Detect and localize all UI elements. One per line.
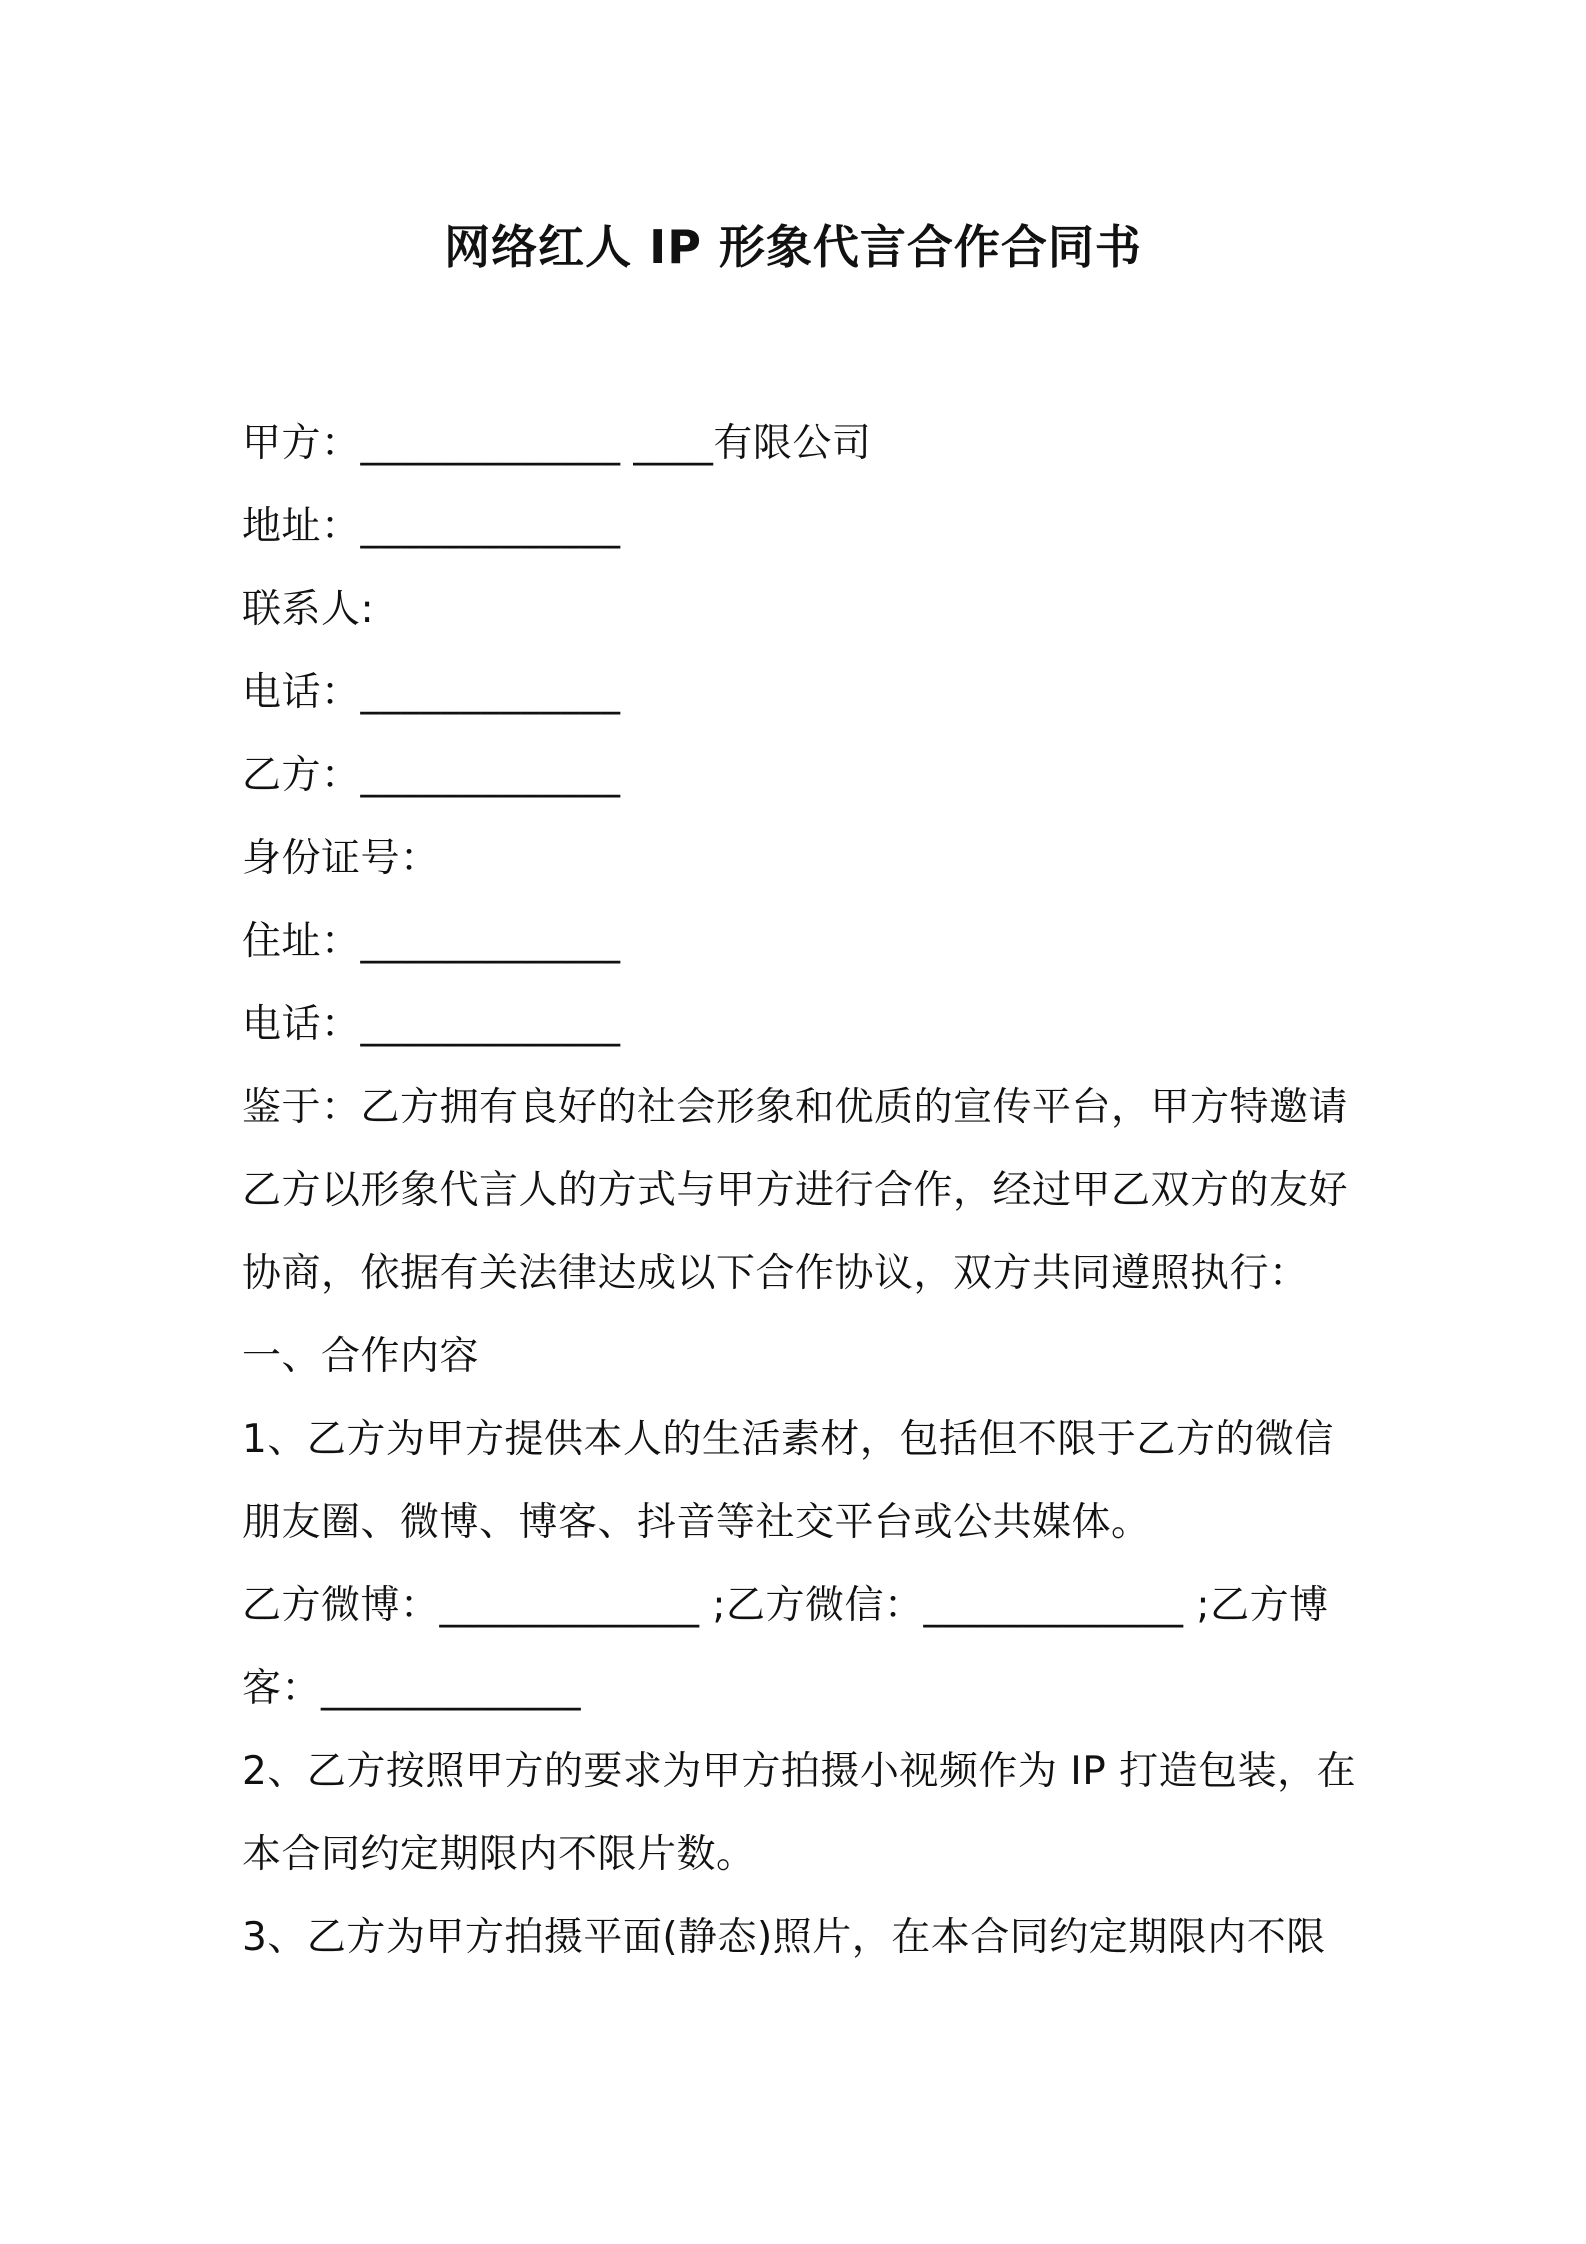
party-b-address-line: 住址：_____________ [242,919,621,964]
social-accounts-line: 乙方微博：_____________ ;乙方微信：_____________ ;乙方博 [242,1583,1329,1628]
party-b-id-line: 身份证号： [242,836,440,881]
party-b-line: 乙方：_____________ [242,753,621,798]
clause-line: 2、乙方按照甲方的要求为甲方拍摄小视频作为 IP 打造包装，在 [242,1749,1357,1794]
clause-line: 本合同约定期限内不限片数。 [242,1832,756,1877]
preamble-line: 协商，依据有关法律达成以下合作协议，双方共同遵照执行： [242,1251,1309,1296]
section-heading: 一、合作内容 [242,1334,480,1379]
party-b-phone-line: 电话：_____________ [242,1002,621,1047]
preamble-line: 乙方以形象代言人的方式与甲方进行合作，经过甲乙双方的友好 [242,1168,1349,1213]
document-title: 网络红人 IP 形象代言合作合同书 [444,220,1142,274]
clause-line: 3、乙方为甲方拍摄平面(静态)照片，在本合同约定期限内不限 [242,1915,1326,1960]
party-a-contact-line: 联系人: [242,587,375,632]
party-a-phone-line: 电话：_____________ [242,670,621,715]
clause-line: 1、乙方为甲方提供本人的生活素材，包括但不限于乙方的微信 [242,1417,1334,1462]
clause-line: 朋友圈、微博、博客、抖音等社交平台或公共媒体。 [242,1500,1151,1545]
party-a-address-line: 地址：_____________ [242,504,621,549]
social-accounts-line: 客：_____________ [242,1666,582,1711]
party-a-line: 甲方：_____________ ____有限公司 [242,421,872,466]
document-body [242,402,1357,1979]
preamble-line: 鉴于：乙方拥有良好的社会形象和优质的宣传平台，甲方特邀请 [242,1085,1349,1130]
